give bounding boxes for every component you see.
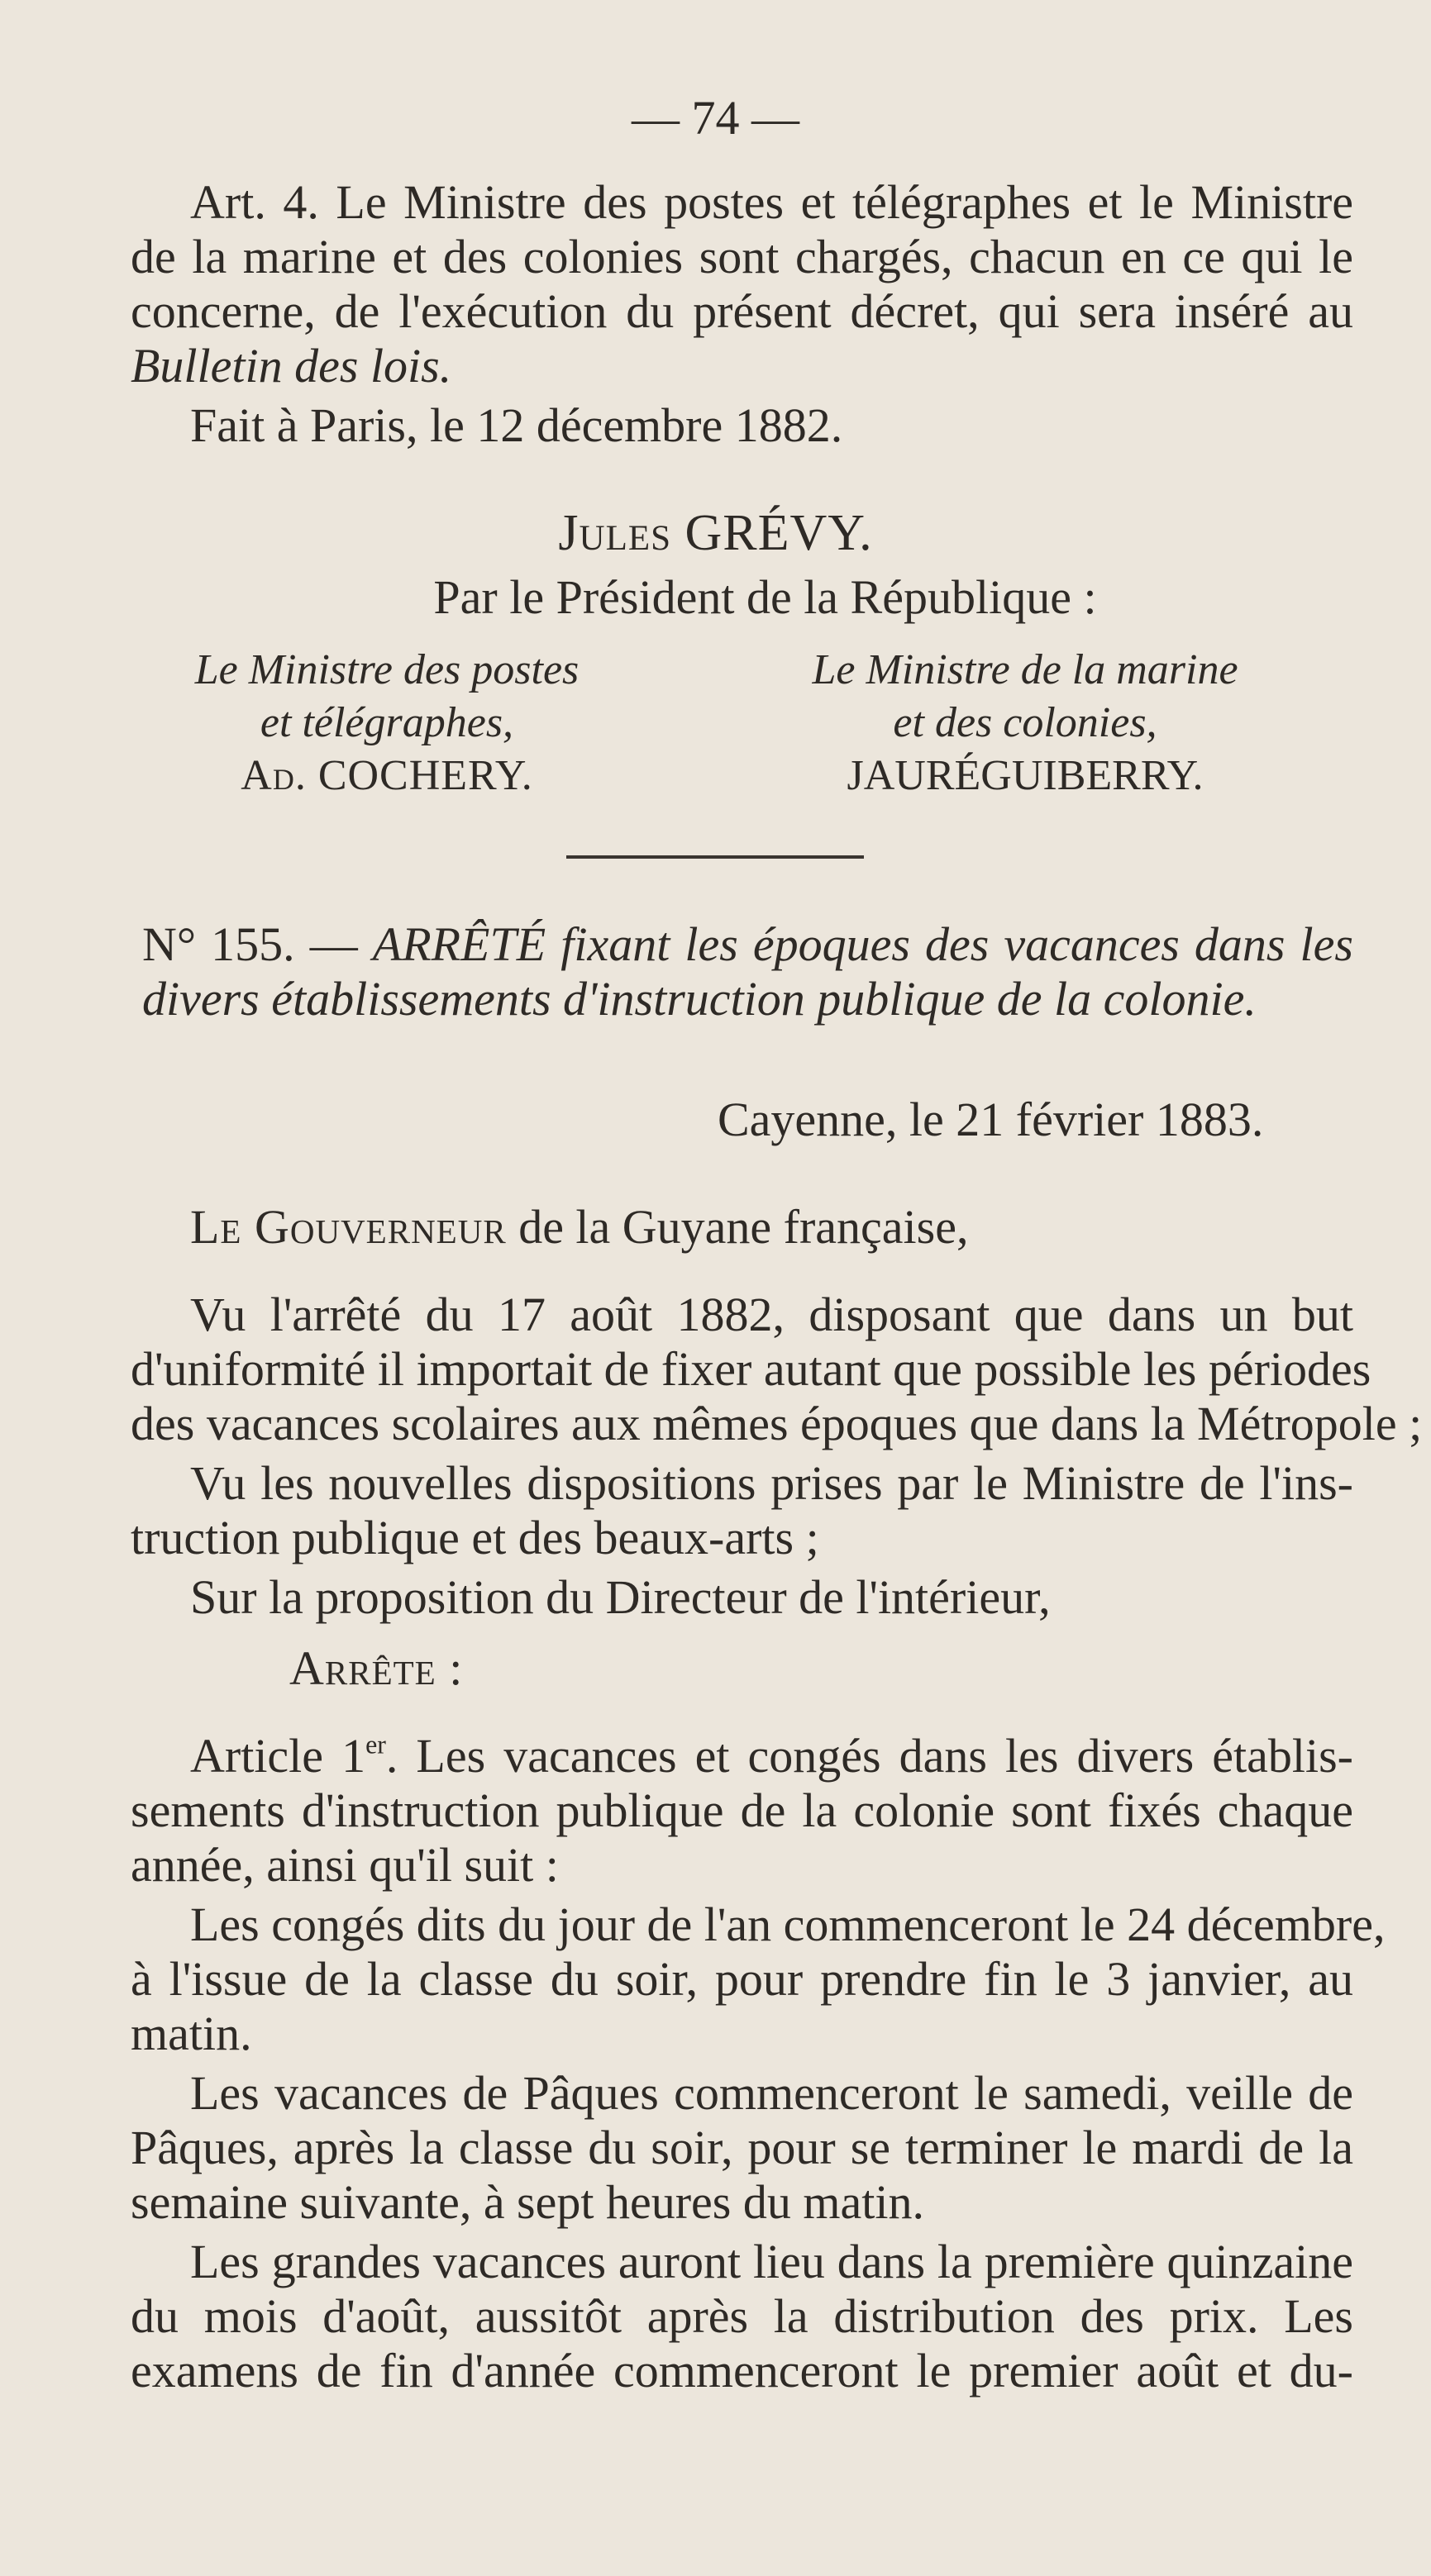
par-le-president: Par le Président de la République :: [433, 570, 1097, 624]
paques-line-1: Les vacances de Pâques commenceront le samedi, veille de: [190, 2066, 1353, 2120]
grandes-line-1: Les grandes vacances auront lieu dans la première quinzaine: [190, 2235, 1353, 2288]
vu1-line-1: Vu l'arrêté du 17 août 1882, disposant que dans un but: [190, 1288, 1353, 1341]
art4-line-4: Bulletin des lois.: [131, 339, 452, 393]
vu2-line-2: truction publique et des beaux-arts ;: [131, 1511, 819, 1564]
place-date: Cayenne, le 21 février 1883.: [718, 1093, 1264, 1146]
art4-line-2: de la marine et des colonies sont chargés, chacun en ce qui le: [131, 230, 1353, 283]
minister-right-line-1: Le Ministre de la marine: [812, 646, 1238, 693]
arrete-title-line-2: divers établissements d'instruction publique de la colonie.: [142, 972, 1257, 1026]
minister-right-line-2: et des colonies,: [893, 699, 1157, 746]
arrete-heading: Arrête :: [289, 1641, 464, 1695]
art4-line-3: concerne, de l'exécution du présent décret, qui sera inséré au: [131, 284, 1353, 338]
article1-line-2: sements d'instruction publique de la colonie sont fixés chaque: [131, 1783, 1353, 1837]
article1-label: Article 1: [190, 1729, 366, 1783]
article1-sup: er: [365, 1730, 386, 1759]
vu2-line-1: Vu les nouvelles dispositions prises par le Ministre de l'ins-: [190, 1456, 1353, 1510]
conges-line-3: matin.: [131, 2007, 252, 2060]
gouverneur-title: Le Gouverneur: [190, 1200, 507, 1254]
minister-left-line-2: et télégraphes,: [260, 699, 514, 746]
minister-left-line-1: Le Ministre des postes: [194, 646, 580, 693]
signature-president: Jules GRÉVY.: [558, 505, 873, 561]
arrete-number: N° 155. —: [142, 917, 358, 971]
sur-proposition: Sur la proposition du Directeur de l'intérieur,: [190, 1570, 1051, 1624]
separator-rule: [566, 855, 864, 859]
gouverneur-rest: de la Guyane française,: [518, 1200, 969, 1254]
paques-line-3: semaine suivante, à sept heures du matin.: [131, 2175, 924, 2229]
minister-right-name: JAURÉGUIBERRY.: [847, 752, 1204, 799]
arrete-title-text: ARRÊTÉ fixant les époques des vacances dans les: [372, 917, 1353, 971]
conges-line-2: à l'issue de la classe du soir, pour prendre fin le 3 janvier, au: [131, 1952, 1353, 2006]
vu1-line-3: des vacances scolaires aux mêmes époques que dans la Métropole ;: [131, 1397, 1423, 1450]
art4-line-1: Art. 4. Le Ministre des postes et télégraphes et le Ministre: [190, 175, 1353, 229]
gouverneur-line: [190, 1200, 968, 1255]
conges-line-1: Les congés dits du jour de l'an commenceront le 24 décembre,: [190, 1897, 1386, 1951]
article1-line-3: année, ainsi qu'il suit :: [131, 1838, 559, 1892]
page-number: — 74 —: [632, 91, 799, 145]
paques-line-2: Pâques, après la classe du soir, pour se terminer le mardi de la: [131, 2121, 1353, 2174]
grandes-line-3: examens de fin d'année commenceront le premier août et du-: [131, 2344, 1353, 2397]
grandes-line-2: du mois d'août, aussitôt après la distribution des prix. Les: [131, 2289, 1353, 2343]
article1-line-1: [190, 1729, 1353, 1783]
vu1-line-2: d'uniformité il importait de fixer autant que possible les périodes: [131, 1342, 1371, 1396]
article1-text: . Les vacances et congés dans les divers établis-: [385, 1729, 1353, 1783]
arrete-title-line-1: [142, 917, 1353, 972]
minister-left-name: Ad. COCHERY.: [241, 752, 533, 799]
fait-line: Fait à Paris, le 12 décembre 1882.: [190, 398, 843, 452]
